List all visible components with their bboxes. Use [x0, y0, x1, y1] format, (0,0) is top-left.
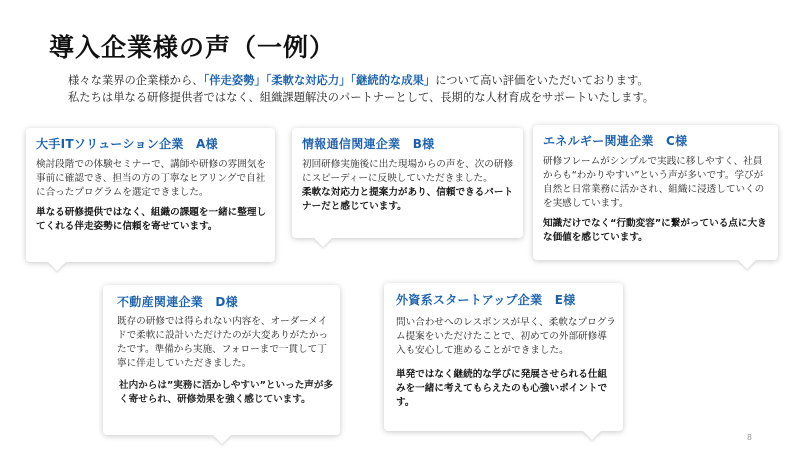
testimonial-emphasis: 柔軟な対応力と提案力があり、信頼できるパートナーだと感じています。	[302, 187, 514, 212]
testimonial-card-b	[292, 128, 523, 238]
testimonial-body	[543, 155, 771, 251]
testimonial-text: 検討段階での体験セミナーで、講師や研修の雰囲気を事前に確認でき、担当の方の丁寧なヒアリングで自社に合ったプログラムを選定できました。	[36, 159, 267, 198]
testimonial-text: 研修フレームがシンプルで実践に移しやすく、社員からも“わかりやすい”という声が多いです。学びが自然と日常業務に活かされ、組織に浸透していくのを実感しています。	[543, 156, 765, 209]
intro-line-2: 私たちは単なる研修提供者ではなく、組織課題解決のパートナーとして、長期的な人材育成をサポートいたします。	[68, 91, 655, 104]
testimonial-card-a	[26, 128, 275, 262]
testimonial-body	[117, 315, 335, 413]
testimonial-company: 情報通信関連企業 B様	[302, 137, 435, 151]
testimonial-body	[396, 316, 616, 416]
testimonial-card-d	[103, 285, 340, 435]
testimonial-emphasis: 単発ではなく継続的な学びに発展させられる仕組みを一緒に考えてもらえたのも心強いポイントです。	[396, 369, 608, 408]
highlight-continuity: 「継続的な成果」	[350, 74, 436, 87]
intro-text	[68, 72, 654, 106]
intro-line-1-post: について高い評価をいただいております。	[435, 74, 649, 87]
intro-line-1	[68, 72, 654, 89]
testimonial-company: 大手ITソリューション企業 A様	[36, 137, 218, 151]
testimonial-body	[36, 158, 268, 240]
testimonial-body	[302, 158, 516, 220]
testimonial-card-e	[384, 283, 623, 431]
testimonial-text: 問い合わせへのレスポンスが早く、柔軟なプログラム提案をいただけたことで、初めての外部研修導入も安心して進めることができました。	[396, 317, 616, 356]
page-number: 8	[746, 433, 752, 442]
testimonial-company: 外資系スタートアップ企業 E様	[396, 293, 576, 307]
testimonial-text: 初回研修実施後に出た現場からの声を、次の研修にスピーディーに反映していただきました。	[302, 159, 514, 184]
highlight-flexibility: 「柔軟な対応力」	[265, 74, 351, 87]
testimonial-emphasis: 知識だけでなく“行動変容”に繋がっている点に大きな価値を感じています。	[543, 218, 767, 243]
highlight-accompaniment: 「伴走姿勢」	[203, 74, 266, 87]
testimonial-card-c	[533, 125, 778, 260]
testimonial-company: エネルギー関連企業 C様	[543, 134, 688, 148]
testimonial-emphasis: 社内からは”実務に活かしやすい”といった声が多く寄せられ、研修効果を強く感じています。	[119, 380, 334, 405]
testimonial-text: 既存の研修では得られない内容を、オーダーメイドで柔軟に設計いただけたのが大変ありがたかったです。準備から実施、フォローまで一貫して丁寧に伴走していただきました。	[117, 316, 329, 369]
testimonial-emphasis: 単なる研修提供ではなく、組織の課題を一緒に整理してくれる伴走姿勢に信頼を寄せています。	[36, 207, 267, 232]
intro-line-1-pre: 様々な業界の企業様から、	[68, 74, 204, 87]
page-title: 導入企業様の声（一例）	[49, 33, 336, 62]
testimonial-company: 不動産関連企業 D様	[117, 295, 238, 309]
